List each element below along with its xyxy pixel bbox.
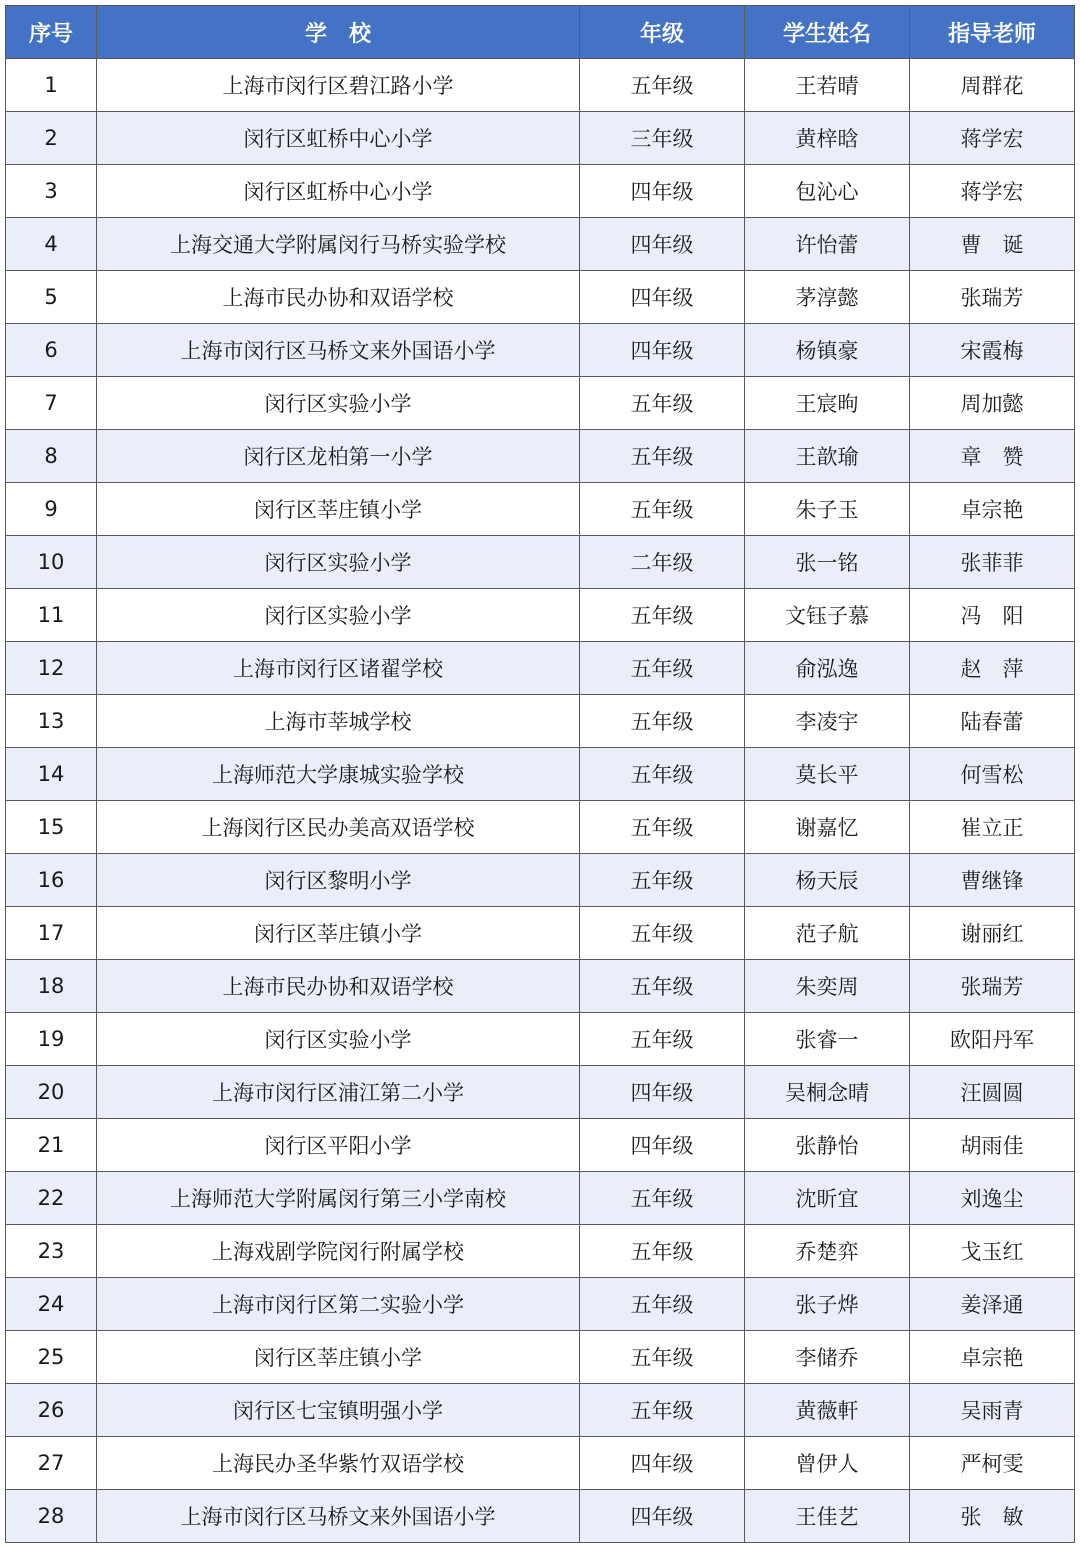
cell-school: 闵行区实验小学	[97, 536, 580, 589]
cell-grade: 五年级	[580, 695, 745, 748]
cell-school: 闵行区黎明小学	[97, 854, 580, 907]
cell-student-name: 张静怡	[745, 1119, 910, 1172]
cell-index: 3	[6, 165, 97, 218]
cell-index: 22	[6, 1172, 97, 1225]
cell-index: 8	[6, 430, 97, 483]
header-row	[6, 6, 1075, 59]
cell-grade: 三年级	[580, 112, 745, 165]
cell-school: 上海交通大学附属闵行马桥实验学校	[97, 218, 580, 271]
cell-grade: 四年级	[580, 218, 745, 271]
cell-grade: 五年级	[580, 589, 745, 642]
cell-teacher: 吴雨青	[910, 1384, 1075, 1437]
header-student-name: 学生姓名	[745, 6, 910, 59]
table-row	[6, 695, 1075, 748]
cell-school: 闵行区平阳小学	[97, 1119, 580, 1172]
cell-teacher: 崔立正	[910, 801, 1075, 854]
table-row	[6, 1331, 1075, 1384]
cell-school: 闵行区七宝镇明强小学	[97, 1384, 580, 1437]
cell-grade: 五年级	[580, 960, 745, 1013]
cell-teacher: 周群花	[910, 59, 1075, 112]
cell-school: 上海市闵行区碧江路小学	[97, 59, 580, 112]
cell-school: 上海市民办协和双语学校	[97, 960, 580, 1013]
cell-grade: 四年级	[580, 1066, 745, 1119]
cell-student-name: 李储乔	[745, 1331, 910, 1384]
cell-index: 7	[6, 377, 97, 430]
cell-index: 6	[6, 324, 97, 377]
cell-grade: 五年级	[580, 854, 745, 907]
cell-index: 27	[6, 1437, 97, 1490]
table-row	[6, 1490, 1075, 1543]
cell-school: 闵行区实验小学	[97, 589, 580, 642]
cell-school: 上海市闵行区马桥文来外国语小学	[97, 324, 580, 377]
cell-school: 闵行区莘庄镇小学	[97, 1331, 580, 1384]
cell-student-name: 沈昕宜	[745, 1172, 910, 1225]
cell-grade: 五年级	[580, 907, 745, 960]
cell-grade: 五年级	[580, 1225, 745, 1278]
cell-student-name: 王佳艺	[745, 1490, 910, 1543]
cell-student-name: 乔楚弈	[745, 1225, 910, 1278]
cell-teacher: 汪圆圆	[910, 1066, 1075, 1119]
table-header	[6, 6, 1075, 59]
cell-index: 2	[6, 112, 97, 165]
header-school: 学 校	[97, 6, 580, 59]
cell-index: 23	[6, 1225, 97, 1278]
table-row	[6, 59, 1075, 112]
cell-grade: 五年级	[580, 1331, 745, 1384]
cell-index: 17	[6, 907, 97, 960]
cell-teacher: 何雪松	[910, 748, 1075, 801]
table-row	[6, 1013, 1075, 1066]
cell-index: 16	[6, 854, 97, 907]
table-row	[6, 1225, 1075, 1278]
cell-grade: 五年级	[580, 483, 745, 536]
cell-grade: 五年级	[580, 801, 745, 854]
cell-student-name: 包沁心	[745, 165, 910, 218]
cell-school: 上海民办圣华紫竹双语学校	[97, 1437, 580, 1490]
table-row	[6, 271, 1075, 324]
cell-grade: 五年级	[580, 1172, 745, 1225]
cell-school: 上海市闵行区诸翟学校	[97, 642, 580, 695]
table-row	[6, 748, 1075, 801]
cell-school: 闵行区虹桥中心小学	[97, 112, 580, 165]
cell-student-name: 黄梓晗	[745, 112, 910, 165]
cell-student-name: 俞泓逸	[745, 642, 910, 695]
table-row	[6, 1384, 1075, 1437]
cell-student-name: 杨镇豪	[745, 324, 910, 377]
cell-school: 闵行区莘庄镇小学	[97, 907, 580, 960]
table-row	[6, 112, 1075, 165]
header-index: 序号	[6, 6, 97, 59]
cell-teacher: 卓宗艳	[910, 483, 1075, 536]
cell-grade: 四年级	[580, 1437, 745, 1490]
cell-student-name: 王歆瑜	[745, 430, 910, 483]
cell-student-name: 吴桐念晴	[745, 1066, 910, 1119]
table-row	[6, 1437, 1075, 1490]
cell-teacher: 刘逸尘	[910, 1172, 1075, 1225]
cell-teacher: 冯 阳	[910, 589, 1075, 642]
cell-grade: 四年级	[580, 271, 745, 324]
cell-grade: 五年级	[580, 430, 745, 483]
cell-teacher: 谢丽红	[910, 907, 1075, 960]
cell-grade: 四年级	[580, 1490, 745, 1543]
cell-student-name: 王宸昫	[745, 377, 910, 430]
table-row	[6, 324, 1075, 377]
cell-teacher: 卓宗艳	[910, 1331, 1075, 1384]
cell-index: 12	[6, 642, 97, 695]
table-row	[6, 536, 1075, 589]
cell-index: 4	[6, 218, 97, 271]
cell-school: 闵行区实验小学	[97, 377, 580, 430]
header-teacher: 指导老师	[910, 6, 1075, 59]
cell-grade: 五年级	[580, 1278, 745, 1331]
cell-school: 上海市民办协和双语学校	[97, 271, 580, 324]
cell-school: 闵行区龙柏第一小学	[97, 430, 580, 483]
cell-school: 上海市闵行区马桥文来外国语小学	[97, 1490, 580, 1543]
header-grade: 年级	[580, 6, 745, 59]
cell-index: 14	[6, 748, 97, 801]
cell-school: 上海市闵行区浦江第二小学	[97, 1066, 580, 1119]
cell-student-name: 文钰子慕	[745, 589, 910, 642]
cell-student-name: 李凌宇	[745, 695, 910, 748]
table-row	[6, 960, 1075, 1013]
cell-student-name: 曾伊人	[745, 1437, 910, 1490]
cell-student-name: 茅淳懿	[745, 271, 910, 324]
table-row	[6, 1119, 1075, 1172]
award-list-table	[5, 5, 1075, 1543]
table-row	[6, 1172, 1075, 1225]
cell-index: 1	[6, 59, 97, 112]
cell-teacher: 严柯雯	[910, 1437, 1075, 1490]
cell-index: 11	[6, 589, 97, 642]
cell-student-name: 张一铭	[745, 536, 910, 589]
cell-teacher: 曹继锋	[910, 854, 1075, 907]
cell-student-name: 朱子玉	[745, 483, 910, 536]
cell-grade: 五年级	[580, 377, 745, 430]
cell-index: 9	[6, 483, 97, 536]
cell-teacher: 蒋学宏	[910, 165, 1075, 218]
cell-school: 闵行区实验小学	[97, 1013, 580, 1066]
cell-teacher: 赵 萍	[910, 642, 1075, 695]
cell-school: 闵行区莘庄镇小学	[97, 483, 580, 536]
cell-teacher: 蒋学宏	[910, 112, 1075, 165]
table-row	[6, 1066, 1075, 1119]
cell-school: 上海市莘城学校	[97, 695, 580, 748]
cell-school: 闵行区虹桥中心小学	[97, 165, 580, 218]
cell-grade: 五年级	[580, 1013, 745, 1066]
cell-school: 上海闵行区民办美高双语学校	[97, 801, 580, 854]
cell-index: 24	[6, 1278, 97, 1331]
table-body	[6, 59, 1075, 1543]
table-row	[6, 483, 1075, 536]
cell-school: 上海戏剧学院闵行附属学校	[97, 1225, 580, 1278]
cell-student-name: 谢嘉忆	[745, 801, 910, 854]
table-row	[6, 430, 1075, 483]
table-row	[6, 1278, 1075, 1331]
cell-index: 15	[6, 801, 97, 854]
cell-teacher: 张瑞芳	[910, 960, 1075, 1013]
cell-grade: 四年级	[580, 324, 745, 377]
cell-teacher: 张菲菲	[910, 536, 1075, 589]
cell-teacher: 宋霞梅	[910, 324, 1075, 377]
cell-teacher: 欧阳丹军	[910, 1013, 1075, 1066]
cell-school: 上海市闵行区第二实验小学	[97, 1278, 580, 1331]
cell-index: 5	[6, 271, 97, 324]
table-row	[6, 801, 1075, 854]
cell-school: 上海师范大学附属闵行第三小学南校	[97, 1172, 580, 1225]
cell-teacher: 戈玉红	[910, 1225, 1075, 1278]
cell-teacher: 曹 诞	[910, 218, 1075, 271]
cell-index: 19	[6, 1013, 97, 1066]
table-row	[6, 907, 1075, 960]
cell-teacher: 张 敏	[910, 1490, 1075, 1543]
cell-grade: 五年级	[580, 1384, 745, 1437]
cell-grade: 二年级	[580, 536, 745, 589]
cell-teacher: 胡雨佳	[910, 1119, 1075, 1172]
cell-index: 21	[6, 1119, 97, 1172]
table-row	[6, 377, 1075, 430]
cell-index: 20	[6, 1066, 97, 1119]
cell-teacher: 陆春蕾	[910, 695, 1075, 748]
cell-teacher: 章 赞	[910, 430, 1075, 483]
cell-grade: 五年级	[580, 59, 745, 112]
cell-student-name: 杨天辰	[745, 854, 910, 907]
cell-student-name: 范子航	[745, 907, 910, 960]
table-row	[6, 642, 1075, 695]
cell-student-name: 许怡蕾	[745, 218, 910, 271]
cell-teacher: 姜泽通	[910, 1278, 1075, 1331]
cell-teacher: 张瑞芳	[910, 271, 1075, 324]
cell-teacher: 周加懿	[910, 377, 1075, 430]
cell-grade: 五年级	[580, 748, 745, 801]
cell-grade: 五年级	[580, 642, 745, 695]
cell-index: 28	[6, 1490, 97, 1543]
cell-student-name: 朱奕周	[745, 960, 910, 1013]
table-row	[6, 218, 1075, 271]
cell-index: 10	[6, 536, 97, 589]
cell-grade: 四年级	[580, 1119, 745, 1172]
cell-student-name: 黄薇軒	[745, 1384, 910, 1437]
cell-student-name: 张睿一	[745, 1013, 910, 1066]
cell-student-name: 张子烨	[745, 1278, 910, 1331]
table-row	[6, 589, 1075, 642]
cell-index: 13	[6, 695, 97, 748]
cell-student-name: 王若晴	[745, 59, 910, 112]
cell-index: 18	[6, 960, 97, 1013]
table-row	[6, 854, 1075, 907]
cell-index: 25	[6, 1331, 97, 1384]
table-row	[6, 165, 1075, 218]
cell-school: 上海师范大学康城实验学校	[97, 748, 580, 801]
cell-index: 26	[6, 1384, 97, 1437]
cell-student-name: 莫长平	[745, 748, 910, 801]
cell-grade: 四年级	[580, 165, 745, 218]
